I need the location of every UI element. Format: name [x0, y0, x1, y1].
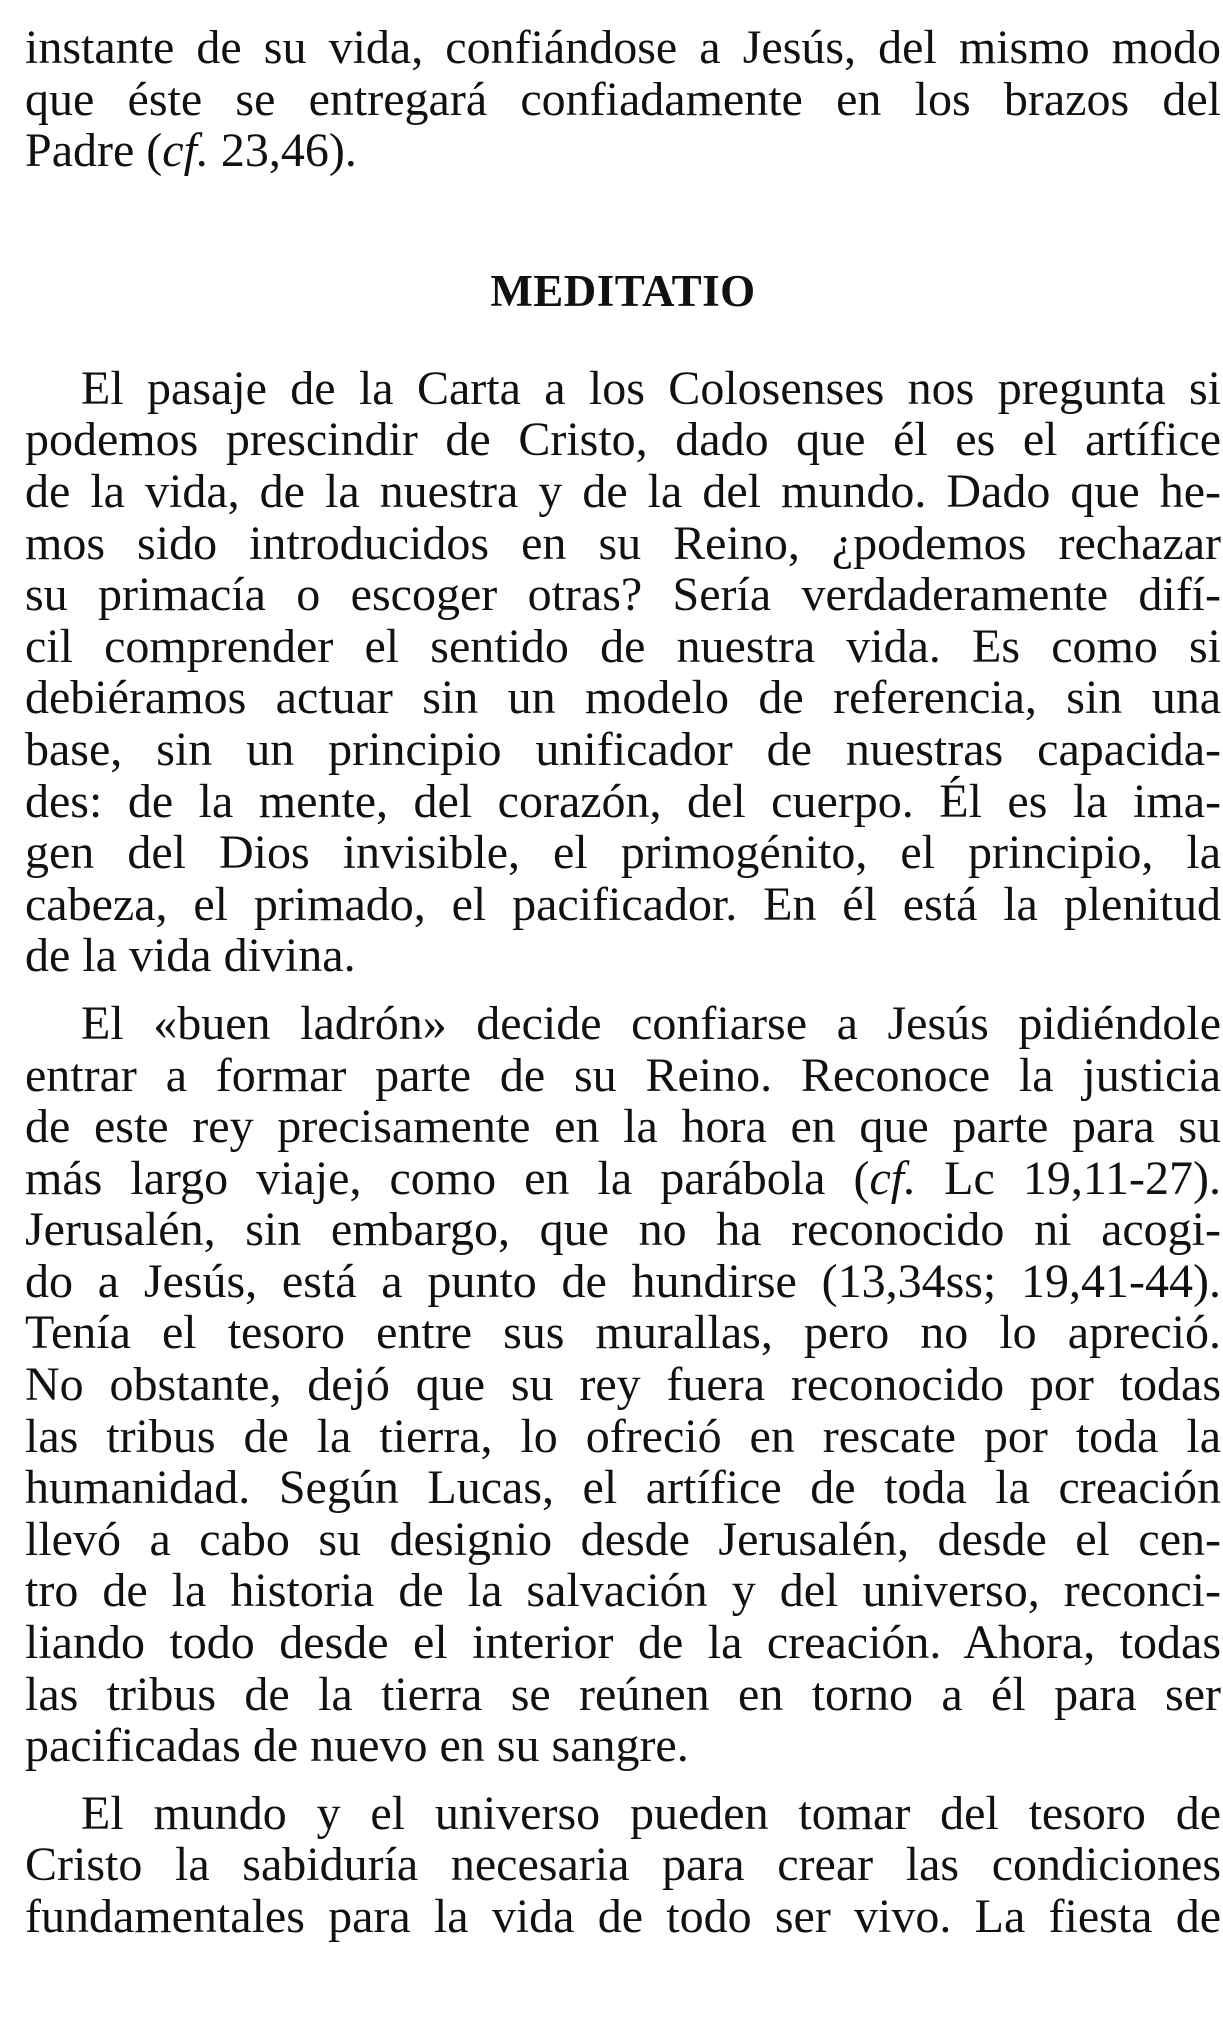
text-line: las tribus de la tierra se reúnen en torno a él para ser — [25, 1667, 1221, 1721]
abbreviation-cf: cf. — [869, 1151, 917, 1205]
text-line: las tribus de la tierra, lo ofreció en rescate por toda la — [25, 1409, 1221, 1463]
paragraph-gap — [25, 982, 1221, 998]
text-line: Tenía el tesoro entre sus murallas, pero no lo apreció. — [25, 1306, 1221, 1360]
text-line: fundamentales para la vida de todo ser vivo. La fiesta de — [25, 1890, 1221, 1943]
text-line: que éste se entregará confiadamente en los brazos del — [25, 72, 1221, 126]
text-line: cil comprender el sentido de nuestra vida. Es como si — [25, 619, 1221, 673]
text-line: de la vida divina. — [25, 929, 356, 983]
text-line: instante de su vida, confiándose a Jesús, del mismo modo — [25, 21, 1221, 74]
paragraph-colosenses — [25, 363, 1221, 982]
text-line: El «buen ladrón» decide confiarse a Jesús pidiéndole — [81, 996, 1221, 1050]
text-line: El pasaje de la Carta a los Colosenses nos pregunta si — [81, 361, 1221, 415]
text-line: podemos prescindir de Cristo, dado que él es el artífice — [25, 413, 1221, 467]
text-line: liando todo desde el interior de la creación. Ahora, todas — [25, 1616, 1221, 1670]
text-line: debiéramos actuar sin un modelo de referencia, sin una — [25, 671, 1221, 725]
text-line: llevó a cabo su designio desde Jerusalén, desde el cen- — [25, 1512, 1221, 1566]
text-line: Jerusalén, sin embargo, que no ha reconocido ni acogi- — [25, 1203, 1221, 1257]
text-line: do a Jesús, está a punto de hundirse (13,34ss; 19,41-44). — [25, 1254, 1221, 1308]
text-line: cabeza, el primado, el pacificador. En él está la plenitud — [25, 877, 1221, 931]
abbreviation-cf: cf. — [162, 124, 209, 178]
text-line: más largo viaje, como en la parábola (cf. Lc 19,11-27). — [25, 1151, 1222, 1205]
text-line: de este rey precisamente en la hora en que parte para su — [25, 1100, 1221, 1154]
text-line: gen del Dios invisible, el primogénito, el principio, la — [25, 826, 1221, 880]
text-line: No obstante, dejó que su rey fuera reconocido por todas — [25, 1358, 1221, 1412]
text-line: humanidad. Según Lucas, el artífice de toda la creación — [25, 1461, 1221, 1515]
text-line: Padre (cf. 23,46). — [25, 124, 357, 178]
paragraph-buen-ladron — [25, 998, 1221, 1772]
text-line: su primacía o escoger otras? Sería verdaderamente difí- — [25, 568, 1221, 622]
intro-paragraph — [25, 22, 1221, 177]
paragraph-gap — [25, 1772, 1221, 1788]
text-line: de la vida, de la nuestra y de la del mundo. Dado que he- — [25, 464, 1221, 518]
book-page — [25, 22, 1221, 1943]
text-line: tro de la historia de la salvación y del universo, reconci- — [25, 1564, 1221, 1618]
text-line: pacificadas de nuevo en su sangre. — [25, 1719, 689, 1773]
text-line: Cristo la sabiduría necesaria para crear las condiciones — [25, 1838, 1221, 1892]
text-line: El mundo y el universo pueden tomar del tesoro de — [81, 1786, 1221, 1840]
paragraph-mundo-universo — [25, 1788, 1221, 1943]
text-line: mos sido introducidos en su Reino, ¿podemos rechazar — [25, 516, 1221, 570]
text-line: entrar a formar parte de su Reino. Reconoce la justicia — [25, 1048, 1221, 1102]
text-line: des: de la mente, del corazón, del cuerpo. Él es la ima- — [25, 774, 1221, 828]
text-line: base, sin un principio unificador de nuestras capacida- — [25, 722, 1221, 776]
section-heading: MEDITATIO — [490, 265, 756, 316]
